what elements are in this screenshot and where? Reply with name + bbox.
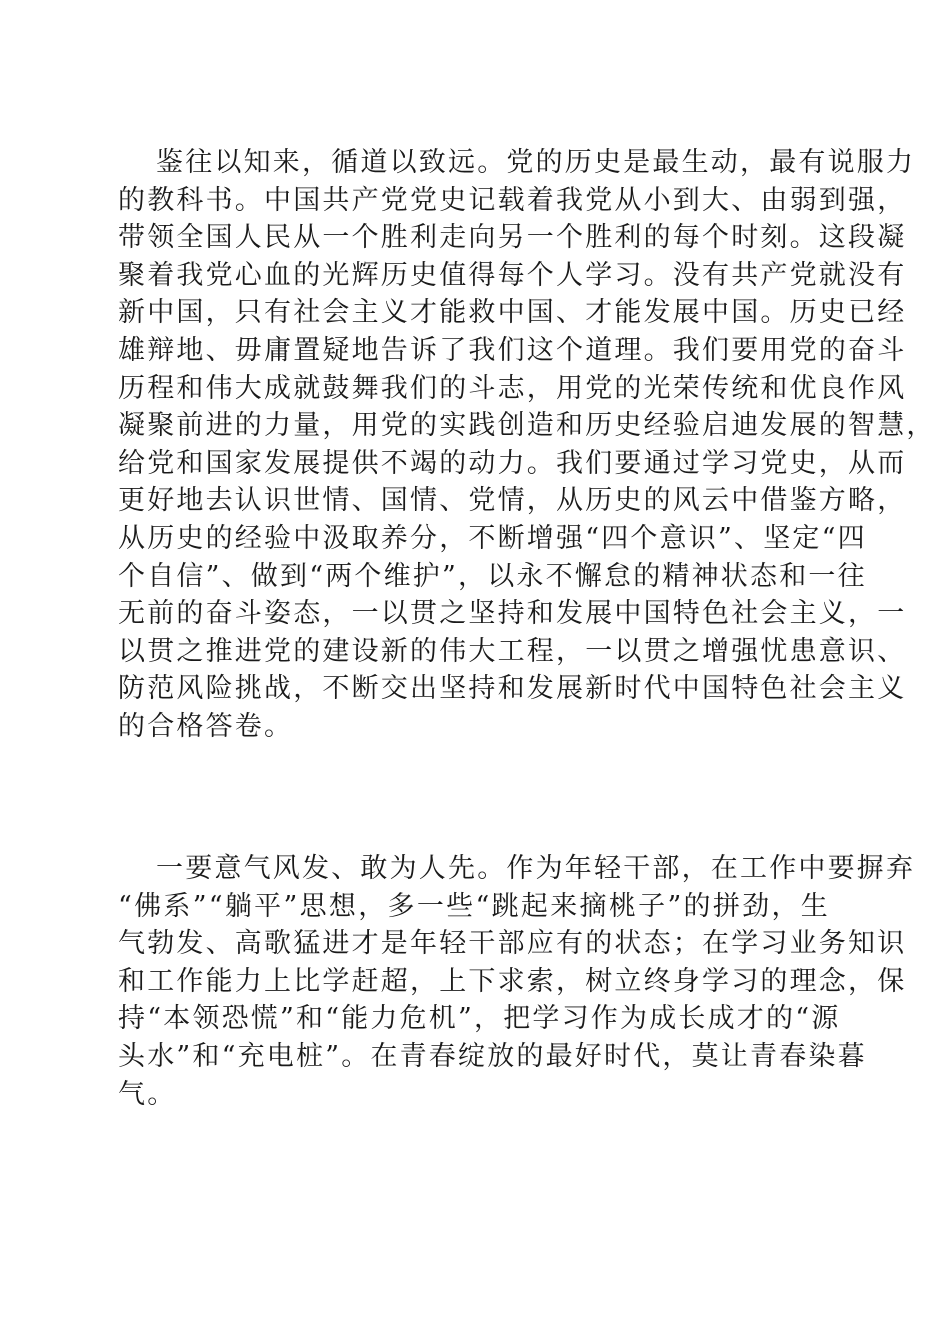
paragraph-line: 历程和伟大成就鼓舞我们的斗志，用党的光荣传统和优良作风 bbox=[118, 372, 907, 404]
paragraph-line: 和工作能力上比学赶超，上下求索，树立终身学习的理念，保 bbox=[118, 965, 907, 997]
paragraph-line: 的合格答卷。 bbox=[118, 710, 294, 742]
paragraph-line: 无前的奋斗姿态，一以贯之坚持和发展中国特色社会主义，一 bbox=[118, 598, 907, 630]
paragraph-line: 鉴往以知来，循道以致远。党的历史是最生动，最有说服力 bbox=[156, 147, 916, 178]
paragraph-line: 带领全国人民从一个胜利走向另一个胜利的每个时刻。这段凝 bbox=[118, 222, 907, 254]
paragraph-line: 从历史的经验中汲取养分，不断增强“四个意识”、坚定“四 bbox=[118, 522, 867, 554]
paragraph-line: 个自信”、做到“两个维护”，以永不懈怠的精神状态和一往 bbox=[118, 560, 867, 592]
paragraph-line: “佛系”“躺平”思想，多一些“跳起来摘桃子”的拼劲，生 bbox=[118, 890, 830, 922]
paragraph-line: 给党和国家发展提供不竭的动力。我们要通过学习党史，从而 bbox=[118, 447, 907, 479]
paragraph-line: 气。 bbox=[118, 1078, 177, 1110]
paragraph-line: 更好地去认识世情、国情、党情，从历史的风云中借鉴方略， bbox=[118, 485, 907, 517]
paragraph-line: 雄辩地、毋庸置疑地告诉了我们这个道理。我们要用党的奋斗 bbox=[118, 334, 907, 366]
paragraph-line: 防范风险挑战，不断交出坚持和发展新时代中国特色社会主义 bbox=[118, 673, 907, 705]
paragraph-line: 气勃发、高歌猛进才是年轻干部应有的状态；在学习业务知识 bbox=[118, 928, 907, 960]
paragraph-line: 持“本领恐慌”和“能力危机”，把学习作为成长成才的“源 bbox=[118, 1003, 841, 1035]
paragraph-2 bbox=[118, 850, 916, 1113]
paragraph-line: 凝聚前进的力量，用党的实践创造和历史经验启迪发展的智慧， bbox=[118, 410, 936, 442]
paragraph-1 bbox=[118, 144, 936, 746]
paragraph-line: 以贯之推进党的建设新的伟大工程，一以贯之增强忧患意识、 bbox=[118, 635, 907, 667]
paragraph-line: 一要意气风发、敢为人先。作为年轻干部，在工作中要摒弃 bbox=[156, 853, 916, 884]
paragraph-line: 新中国，只有社会主义才能救中国、才能发展中国。历史已经 bbox=[118, 297, 907, 329]
paragraph-line: 头水”和“充电桩”。在青春绽放的最好时代，莫让青春染暮 bbox=[118, 1040, 867, 1072]
paragraph-line: 聚着我党心血的光辉历史值得每个人学习。没有共产党就没有 bbox=[118, 259, 907, 291]
paragraph-line: 的教科书。中国共产党党史记载着我党从小到大、由弱到强， bbox=[118, 184, 907, 216]
